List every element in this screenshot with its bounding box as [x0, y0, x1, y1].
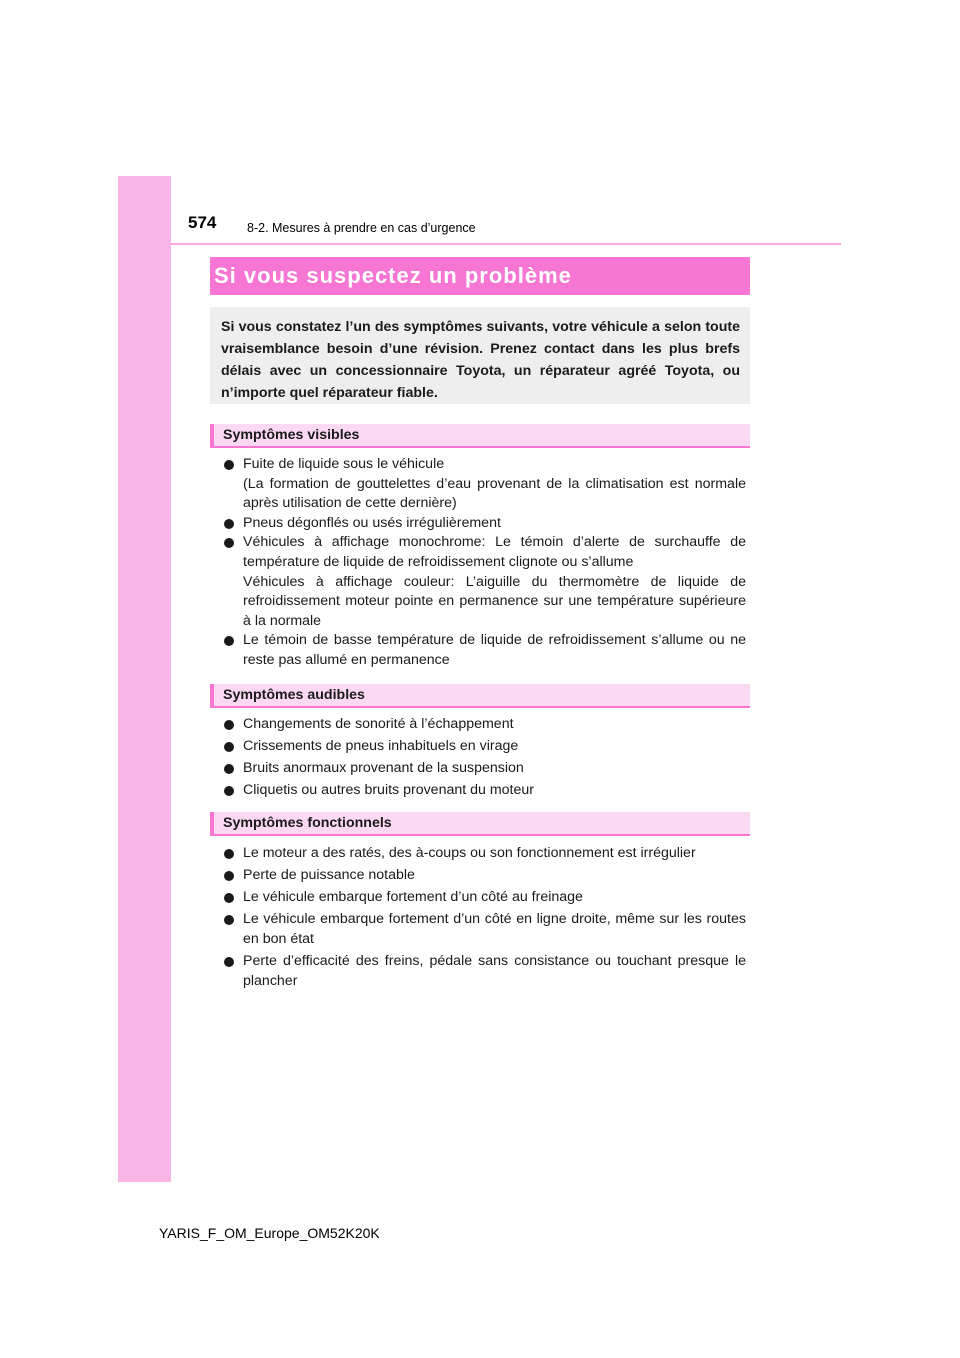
list-item-text: Le témoin de basse température de liquide de refroidissement s’allume ou ne reste pas allumé en permanence [243, 632, 746, 668]
page-title: Si vous suspectez un problème [214, 263, 572, 288]
list-item [222, 781, 746, 801]
list-item [222, 715, 746, 735]
subheading-label: Symptômes fonctionnels [223, 815, 392, 831]
list-item [222, 737, 746, 757]
functional-symptoms-list [222, 844, 746, 991]
header-divider [171, 243, 841, 245]
bullet-icon [224, 720, 234, 730]
list-item-note: (La formation de gouttelettes d’eau provenant de la climatisation est normale après utilisation de cette dernière) [243, 475, 746, 512]
bullet-icon [224, 519, 234, 529]
list-item-text: Perte d’efficacité des freins, pédale sans consistance ou touchant presque le plancher [243, 952, 746, 989]
list-item-text: Crissements de pneus inhabituels en virage [243, 738, 519, 755]
document-footer: YARIS_F_OM_Europe_OM52K20K [159, 1225, 380, 1241]
list-item-text: Perte de puissance notable [243, 867, 415, 884]
bullet-icon [224, 636, 234, 646]
list-item [222, 952, 746, 991]
chapter-sidebar-tab [118, 176, 171, 1182]
list-item [222, 514, 746, 534]
list-item [222, 759, 746, 779]
list-item [222, 455, 746, 514]
list-item-text: Véhicules à affichage monochrome: Le témoin d’alerte de surchauffe de température de liquide de refroidissement clignote ou s’allume [243, 534, 746, 570]
subheading-audible-symptoms [210, 684, 750, 708]
subheading-functional-symptoms [210, 812, 750, 836]
list-item [222, 888, 746, 908]
list-item [222, 910, 746, 949]
bullet-icon [224, 871, 234, 881]
subheading-label: Symptômes audibles [223, 687, 365, 703]
list-item-text: Le véhicule embarque fortement d’un côté au freinage [243, 889, 583, 906]
intro-text: Si vous constatez l’un des symptômes suivants, votre véhicule a selon toute vraisemblance besoin d’une révision. Prenez contact dans les plus brefs délais avec un concessionnaire Toyota, un réparateur agréé Toyota, ou n’importe quel réparateur fiable. [221, 319, 740, 401]
page-title-bar [210, 257, 750, 295]
visible-symptoms-list [222, 455, 746, 671]
bullet-icon [224, 538, 234, 548]
list-item-note: Véhicules à affichage couleur: L’aiguille du thermomètre de liquide de refroidissement moteur pointe en permanence sur une température supérieure à la normale [243, 573, 746, 629]
page-number: 574 [188, 213, 217, 232]
list-item [222, 533, 746, 631]
bullet-icon [224, 786, 234, 796]
bullet-icon [224, 460, 234, 470]
list-item-text: Changements de sonorité à l’échappement [243, 716, 514, 732]
list-item-text: Cliquetis ou autres bruits provenant du moteur [243, 782, 535, 799]
list-item [222, 631, 746, 670]
audible-symptoms-list [222, 715, 746, 801]
intro-box [210, 307, 750, 404]
list-item [222, 866, 746, 886]
list-item-text: Pneus dégonflés ou usés irrégulièrement [243, 514, 501, 531]
subheading-visible-symptoms [210, 424, 750, 448]
list-item-text: Fuite de liquide sous le véhicule [243, 456, 445, 472]
list-item-text: Le véhicule embarque fortement d’un côté en ligne droite, même sur les routes en bon état [243, 911, 746, 947]
list-item-text: Bruits anormaux provenant de la suspension [243, 760, 524, 777]
bullet-icon [224, 957, 234, 967]
subheading-label: Symptômes visibles [223, 427, 360, 443]
bullet-icon [224, 849, 234, 859]
list-item [222, 844, 746, 864]
bullet-icon [224, 742, 234, 752]
list-item-text: Le moteur a des ratés, des à-coups ou son fonctionnement est irrégulier [243, 845, 696, 861]
bullet-icon [224, 915, 234, 925]
bullet-icon [224, 893, 234, 903]
section-breadcrumb: 8-2. Mesures à prendre en cas d’urgence [247, 221, 476, 235]
bullet-icon [224, 764, 234, 774]
